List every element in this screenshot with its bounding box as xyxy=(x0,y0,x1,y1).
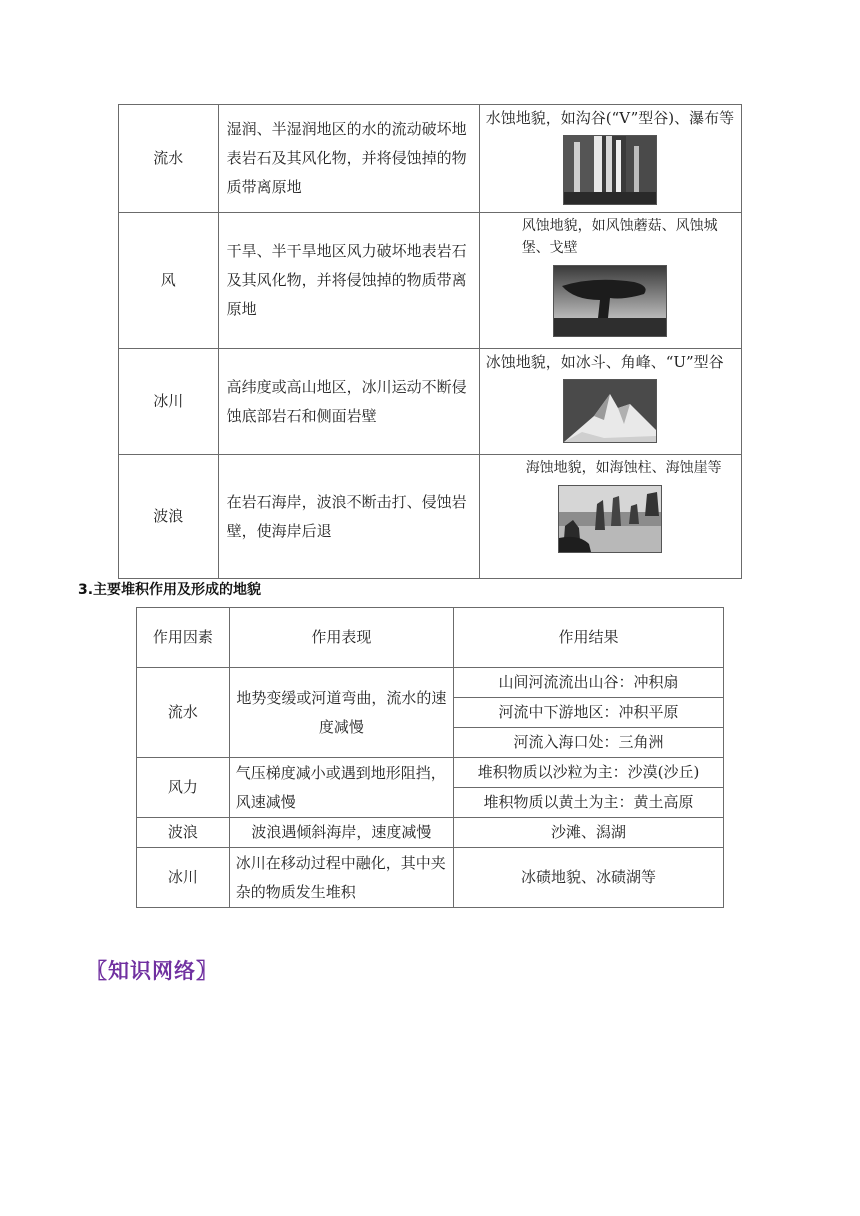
erosion-table xyxy=(118,104,742,579)
result-cell xyxy=(479,105,741,213)
result-cell: 堆积物质以沙粒为主：沙漠(沙丘) xyxy=(453,758,723,788)
table-row xyxy=(137,668,724,698)
table-row xyxy=(119,349,742,455)
header-factor: 作用因素 xyxy=(137,608,230,668)
result-cell: 河流入海口处：三角洲 xyxy=(453,728,723,758)
table-row xyxy=(119,105,742,213)
factor-cell: 冰川 xyxy=(119,349,219,455)
show-cell: 冰川在移动过程中融化，其中夹杂的物质发生堆积 xyxy=(229,848,453,908)
result-cell xyxy=(479,213,741,349)
factor-cell: 风力 xyxy=(137,758,230,818)
show-cell: 地势变缓或河道弯曲，流水的速度减慢 xyxy=(229,668,453,758)
glacier-peak-photo xyxy=(563,379,657,443)
result-text: 风蚀地貌，如风蚀蘑菇、风蚀城堡、戈壁 xyxy=(521,218,718,256)
table-row xyxy=(119,213,742,349)
description-cell: 湿润、半湿润地区的水的流动破坏地表岩石及其风化物，并将侵蚀掉的物质带离原地 xyxy=(218,105,479,213)
result-cell xyxy=(479,349,741,455)
result-cell: 冰碛地貌、冰碛湖等 xyxy=(453,848,723,908)
result-text: 水蚀地貌，如沟谷(“V”型谷)、瀑布等 xyxy=(485,109,735,127)
description-cell: 高纬度或高山地区，冰川运动不断侵蚀底部岩石和侧面岩壁 xyxy=(218,349,479,455)
mushroom-rock-photo xyxy=(553,265,667,337)
result-text: 冰蚀地貌，如冰斗、角峰、“U”型谷 xyxy=(485,353,724,371)
sea-stack-photo xyxy=(558,485,662,553)
description-cell: 干旱、半干旱地区风力破坏地表岩石及其风化物，并将侵蚀掉的物质带离原地 xyxy=(218,213,479,349)
table-row xyxy=(137,848,724,908)
table-row xyxy=(137,758,724,788)
factor-cell: 波浪 xyxy=(137,818,230,848)
table-row xyxy=(137,818,724,848)
factor-cell: 冰川 xyxy=(137,848,230,908)
header-show: 作用表现 xyxy=(229,608,453,668)
show-cell: 气压梯度减小或遇到地形阻挡，风速减慢 xyxy=(229,758,453,818)
result-cell: 沙滩、潟湖 xyxy=(453,818,723,848)
table-header-row xyxy=(137,608,724,668)
factor-cell: 风 xyxy=(119,213,219,349)
description-cell: 在岩石海岸，波浪不断击打、侵蚀岩壁，使海岸后退 xyxy=(218,455,479,579)
header-result: 作用结果 xyxy=(453,608,723,668)
result-cell: 山间河流流出山谷：冲积扇 xyxy=(453,668,723,698)
result-cell: 河流中下游地区：冲积平原 xyxy=(453,698,723,728)
deposition-table xyxy=(136,607,724,908)
section-heading: 3.主要堆积作用及形成的地貌 xyxy=(78,582,262,598)
show-cell: 波浪遇倾斜海岸，速度减慢 xyxy=(229,818,453,848)
factor-cell: 流水 xyxy=(137,668,230,758)
factor-cell: 波浪 xyxy=(119,455,219,579)
result-cell: 堆积物质以黄土为主：黄土高原 xyxy=(453,788,723,818)
factor-cell: 流水 xyxy=(119,105,219,213)
result-cell xyxy=(479,455,741,579)
table-row xyxy=(119,455,742,579)
knowledge-network-heading: 〖知识网络〗 xyxy=(86,959,218,983)
waterfall-photo xyxy=(563,135,657,205)
result-text: 海蚀地貌，如海蚀柱、海蚀崖等 xyxy=(525,460,722,476)
